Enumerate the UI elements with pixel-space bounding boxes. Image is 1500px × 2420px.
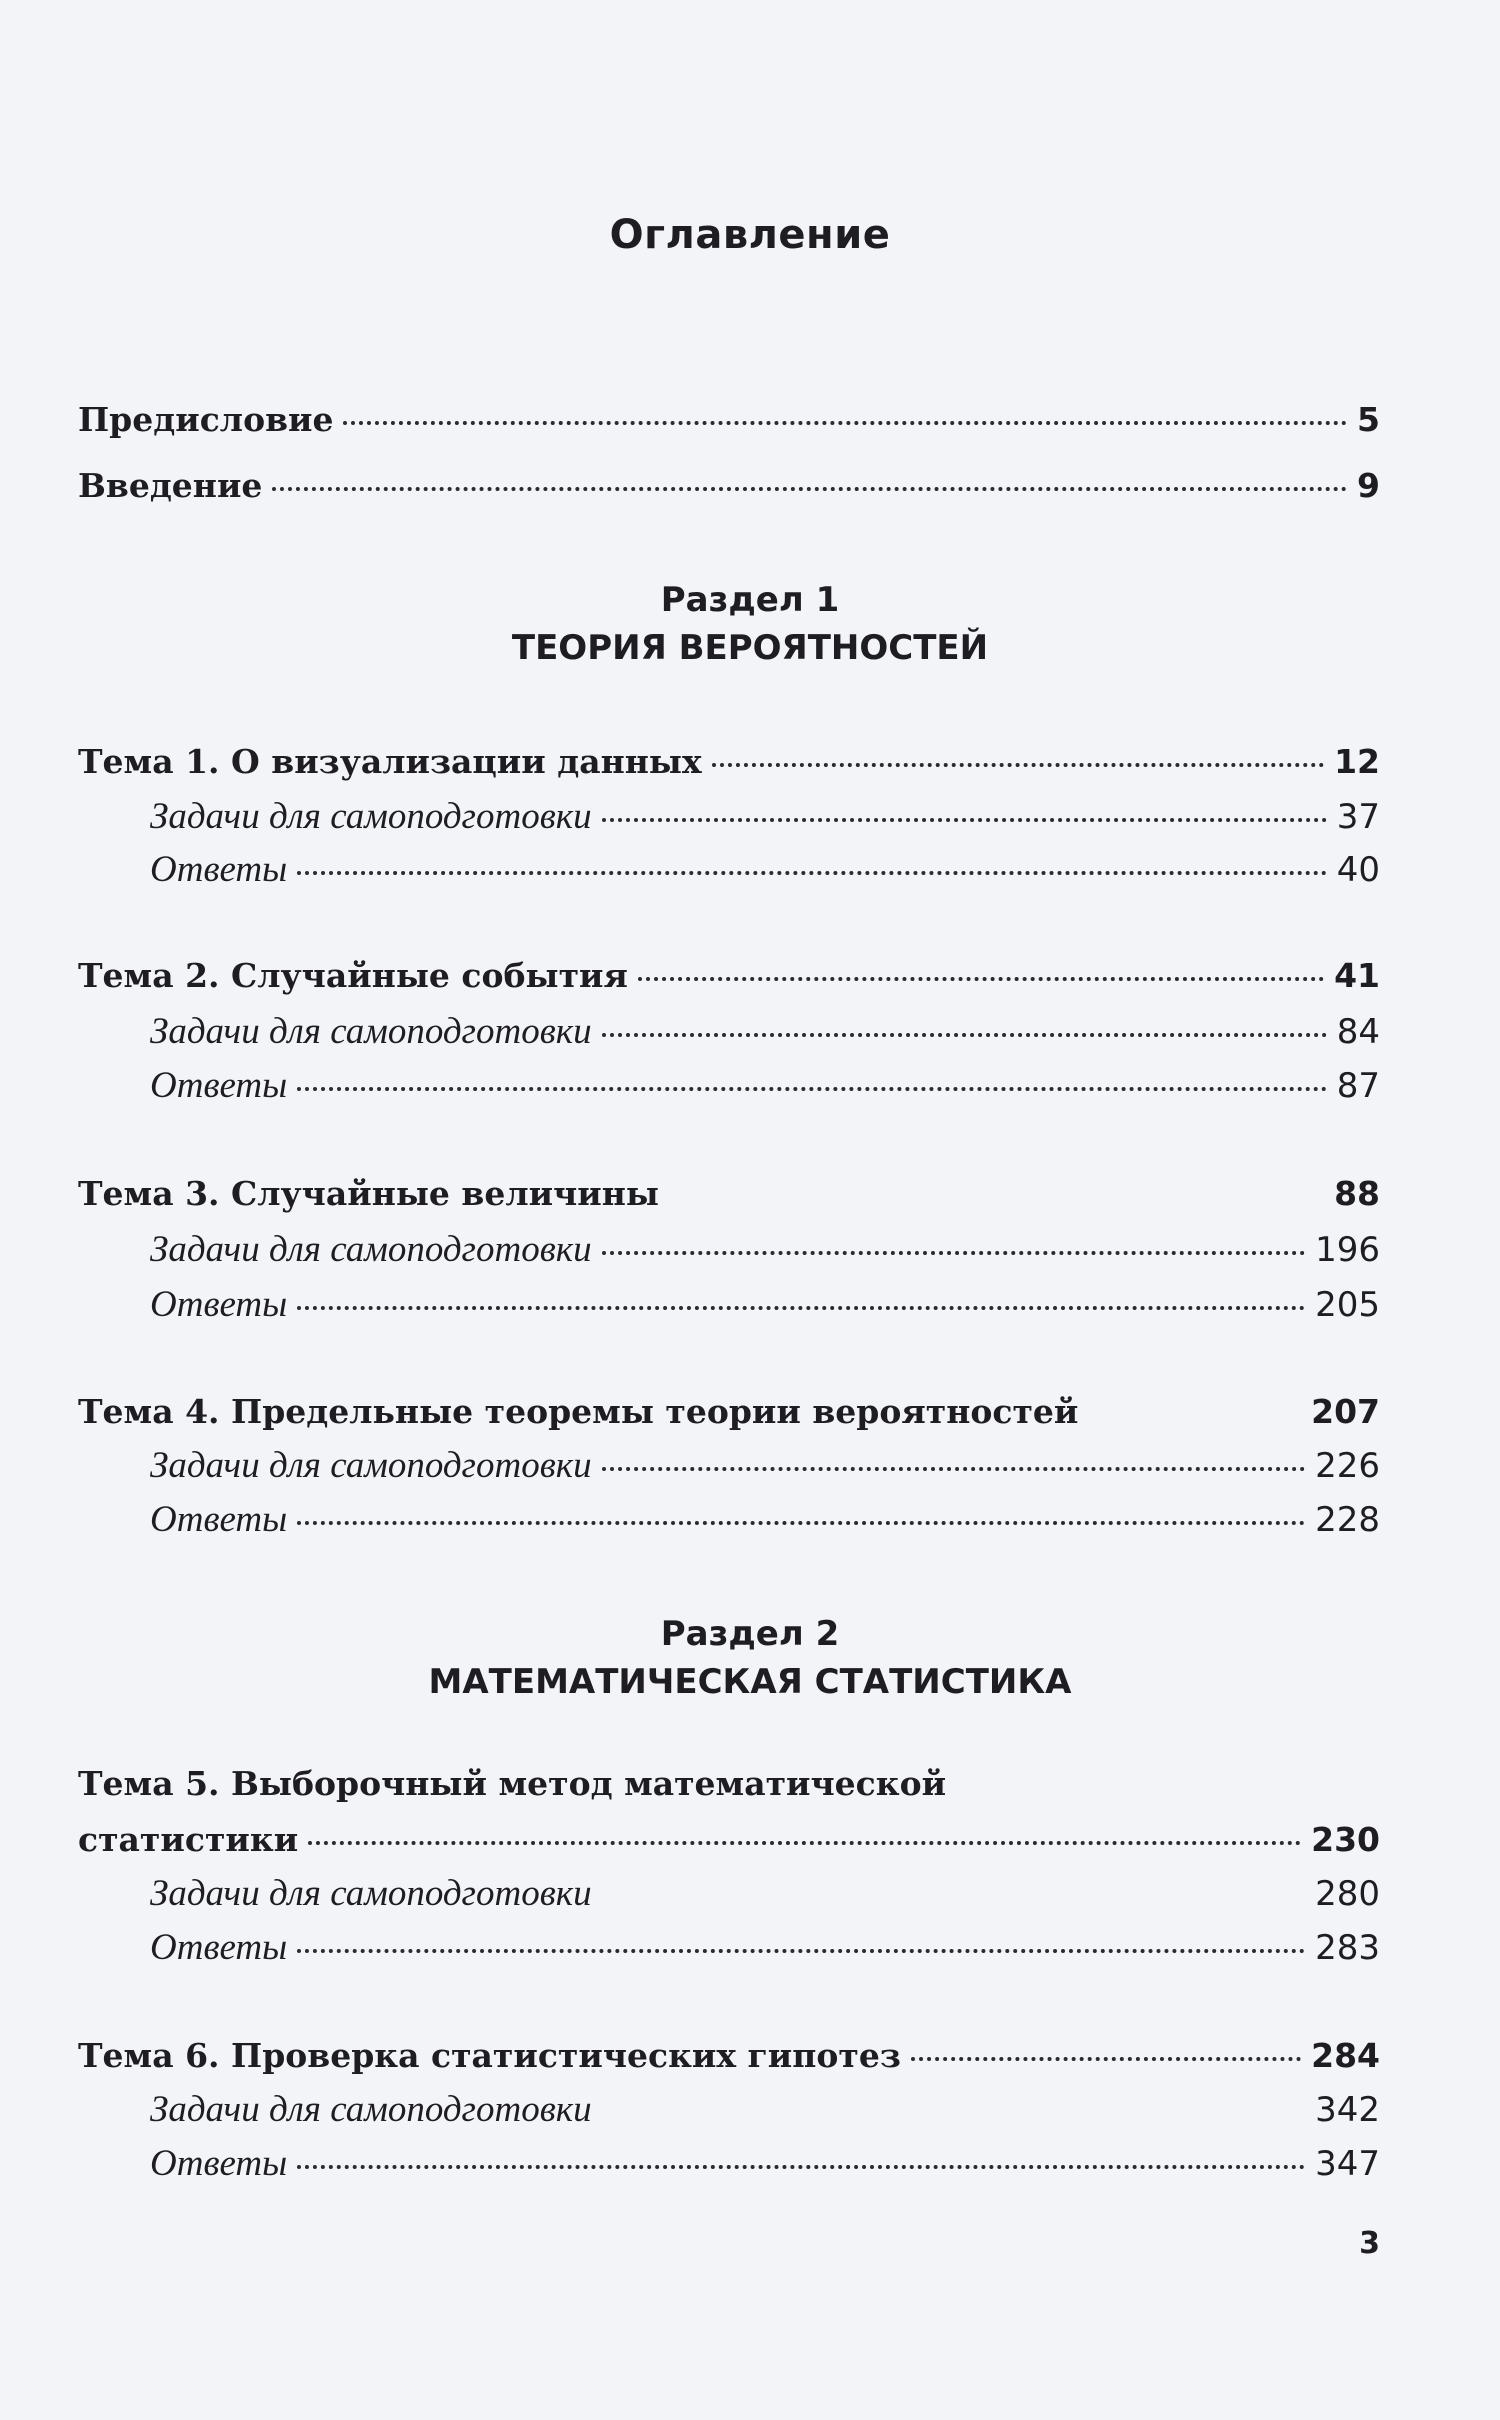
toc-entry-intro[interactable] bbox=[78, 464, 1380, 508]
toc-entry-topic-3-answers[interactable] bbox=[150, 1283, 1380, 1327]
toc-entry-topic-5[interactable] bbox=[78, 1818, 1380, 1862]
entry-page: 41 bbox=[1334, 956, 1380, 995]
dot-leader bbox=[602, 818, 1327, 822]
toc-entry-topic-6-tasks[interactable] bbox=[150, 2088, 1380, 2132]
section-heading-1 bbox=[0, 576, 1500, 672]
entry-label: Ответы bbox=[150, 849, 288, 890]
entry-label: Тема 1. О визуализации данных bbox=[78, 742, 702, 781]
toc-entry-topic-4-answers[interactable] bbox=[150, 1498, 1380, 1542]
entry-label: Задачи для самоподготовки bbox=[150, 1873, 592, 1914]
entry-page: 205 bbox=[1315, 1285, 1380, 1325]
entry-label: Тема 3. Случайные величины bbox=[78, 1174, 659, 1213]
entry-page: 87 bbox=[1336, 1066, 1380, 1106]
toc-entry-topic-1-tasks[interactable] bbox=[150, 795, 1380, 839]
section-number: Раздел 2 bbox=[660, 1614, 840, 1654]
entry-page: 283 bbox=[1315, 1928, 1380, 1968]
section-name: МАТЕМАТИЧЕСКАЯ СТАТИСТИКА bbox=[428, 1662, 1072, 1702]
entry-label: Ответы bbox=[150, 2143, 288, 2184]
entry-page: 40 bbox=[1336, 850, 1380, 890]
dot-leader bbox=[297, 1087, 1327, 1091]
dot-leader bbox=[297, 1306, 1305, 1310]
dot-leader bbox=[343, 421, 1347, 425]
entry-page: 347 bbox=[1315, 2144, 1380, 2184]
dot-leader bbox=[297, 1521, 1305, 1525]
dot-leader bbox=[669, 1195, 1324, 1199]
entry-label: Задачи для самоподготовки bbox=[150, 1229, 592, 1270]
dot-leader bbox=[638, 977, 1324, 981]
toc-entry-topic-6[interactable] bbox=[78, 2034, 1380, 2078]
page-number: 3 bbox=[1359, 2226, 1380, 2261]
entry-label: Введение bbox=[78, 466, 263, 505]
entry-page: 284 bbox=[1311, 2036, 1380, 2075]
entry-label: Ответы bbox=[150, 1065, 288, 1106]
dot-leader bbox=[272, 487, 1347, 491]
section-name: ТЕОРИЯ ВЕРОЯТНОСТЕЙ bbox=[511, 628, 989, 668]
toc-entry-topic-2[interactable] bbox=[78, 954, 1380, 998]
entry-page: 37 bbox=[1336, 797, 1380, 837]
toc-entry-topic-3[interactable] bbox=[78, 1172, 1380, 1216]
entry-page: 12 bbox=[1334, 742, 1380, 781]
entry-label: Ответы bbox=[150, 1927, 288, 1968]
dot-leader bbox=[602, 2111, 1306, 2115]
dot-leader bbox=[297, 871, 1327, 875]
entry-page: 280 bbox=[1315, 1874, 1380, 1914]
toc-entry-topic-2-tasks[interactable] bbox=[150, 1010, 1380, 1054]
toc-entry-topic-6-answers[interactable] bbox=[150, 2142, 1380, 2186]
entry-label: Задачи для самоподготовки bbox=[150, 2089, 592, 2130]
entry-label: Ответы bbox=[150, 1499, 288, 1540]
entry-label: Тема 4. Предельные теоремы теории вероятностей bbox=[78, 1392, 1079, 1431]
section-heading-2 bbox=[0, 1610, 1500, 1706]
entry-page: 88 bbox=[1334, 1174, 1380, 1213]
dot-leader bbox=[297, 1949, 1305, 1953]
entry-label: Тема 6. Проверка статистических гипотез bbox=[78, 2036, 901, 2075]
entry-label: статистики bbox=[78, 1820, 299, 1859]
dot-leader bbox=[602, 1251, 1306, 1255]
toc-entry-topic-2-answers[interactable] bbox=[150, 1064, 1380, 1108]
toc-entry-preface[interactable] bbox=[78, 398, 1380, 442]
entry-page: 228 bbox=[1315, 1500, 1380, 1540]
entry-page: 342 bbox=[1315, 2090, 1380, 2130]
entry-label: Задачи для самоподготовки bbox=[150, 1011, 592, 1052]
dot-leader bbox=[602, 1467, 1306, 1471]
entry-page: 226 bbox=[1315, 1446, 1380, 1486]
entry-page: 196 bbox=[1315, 1230, 1380, 1270]
toc-entry-topic-3-tasks[interactable] bbox=[150, 1228, 1380, 1272]
section-number: Раздел 1 bbox=[660, 580, 840, 620]
dot-leader bbox=[297, 2165, 1305, 2169]
entry-page: 230 bbox=[1311, 1820, 1380, 1859]
dot-leader bbox=[602, 1895, 1306, 1899]
entry-page: 5 bbox=[1357, 400, 1380, 439]
entry-label: Задачи для самоподготовки bbox=[150, 796, 592, 837]
page-title: Оглавление bbox=[609, 212, 891, 258]
entry-label: Тема 2. Случайные события bbox=[78, 956, 628, 995]
entry-label: Задачи для самоподготовки bbox=[150, 1445, 592, 1486]
toc-entry-topic-4[interactable] bbox=[78, 1390, 1380, 1434]
dot-leader bbox=[911, 2057, 1301, 2061]
toc-entry-topic-5-tasks[interactable] bbox=[150, 1872, 1380, 1916]
dot-leader bbox=[1088, 1413, 1301, 1417]
entry-label: Предисловие bbox=[78, 400, 334, 439]
dot-leader bbox=[308, 1841, 1301, 1845]
toc-entry-topic-1[interactable] bbox=[78, 740, 1380, 784]
entry-page: 84 bbox=[1336, 1012, 1380, 1052]
toc-entry-topic-5-line1[interactable]: Тема 5. Выборочный метод математической bbox=[78, 1764, 947, 1803]
toc-entry-topic-1-answers[interactable] bbox=[150, 848, 1380, 892]
dot-leader bbox=[712, 763, 1324, 767]
entry-label: Ответы bbox=[150, 1284, 288, 1325]
entry-page: 9 bbox=[1357, 466, 1380, 505]
entry-page: 207 bbox=[1311, 1392, 1380, 1431]
toc-entry-topic-4-tasks[interactable] bbox=[150, 1444, 1380, 1488]
toc-entry-topic-5-answers[interactable] bbox=[150, 1926, 1380, 1970]
dot-leader bbox=[602, 1033, 1327, 1037]
